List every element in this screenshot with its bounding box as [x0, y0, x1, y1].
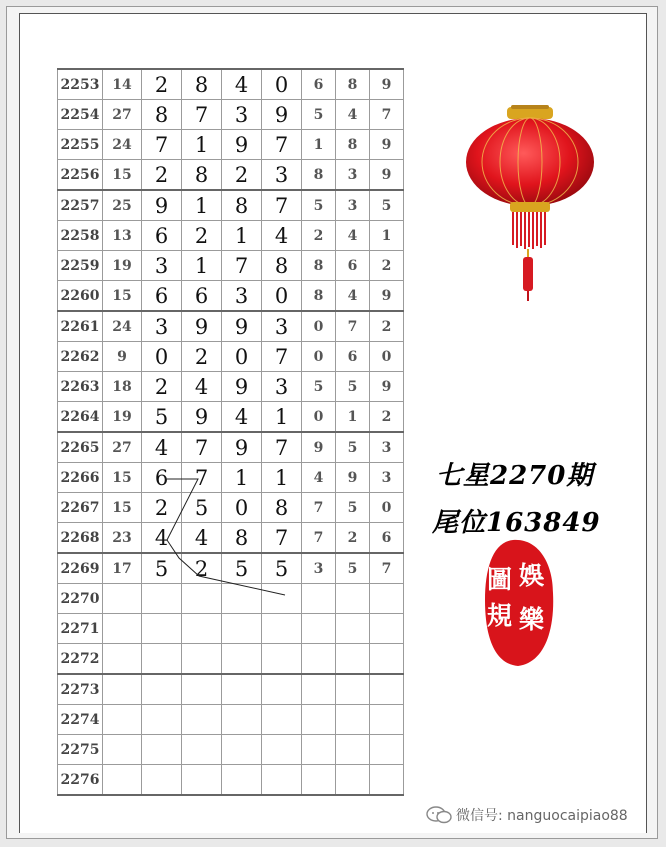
digit-cell	[142, 614, 182, 644]
tail-cell: 2	[370, 402, 404, 433]
issue-number-cell: 2267	[58, 493, 103, 523]
tail-cell: 5	[336, 432, 370, 463]
digit-cell: 7	[182, 100, 222, 130]
issue-number-cell: 2265	[58, 432, 103, 463]
tail-cell: 2	[302, 221, 336, 251]
tail-cell: 5	[302, 100, 336, 130]
tail-cell: 8	[302, 281, 336, 312]
lottery-grid	[57, 68, 404, 796]
tail-cell: 3	[370, 432, 404, 463]
digit-cell: 4	[262, 221, 302, 251]
digit-cell: 0	[142, 342, 182, 372]
tail-cell: 6	[336, 251, 370, 281]
sum-cell: 17	[103, 553, 142, 584]
sum-cell: 15	[103, 463, 142, 493]
digit-cell: 4	[182, 372, 222, 402]
digit-cell	[142, 735, 182, 765]
table-row	[58, 523, 404, 554]
tail-cell: 8	[336, 69, 370, 100]
seal-char-2: 娛	[519, 561, 545, 590]
tail-cell	[336, 584, 370, 614]
digit-cell: 5	[142, 553, 182, 584]
digit-cell	[142, 644, 182, 675]
tail-cell: 9	[336, 463, 370, 493]
digit-cell: 1	[182, 130, 222, 160]
digit-cell: 1	[222, 463, 262, 493]
table-row	[58, 493, 404, 523]
tail-cell	[336, 735, 370, 765]
sum-cell	[103, 584, 142, 614]
digit-cell: 2	[142, 493, 182, 523]
digit-cell	[142, 584, 182, 614]
digit-cell	[182, 705, 222, 735]
digit-cell: 8	[182, 160, 222, 191]
tail-cell: 5	[302, 372, 336, 402]
digit-cell: 5	[222, 553, 262, 584]
tail-cell: 7	[336, 311, 370, 342]
sum-cell	[103, 765, 142, 796]
tail-cell	[302, 644, 336, 675]
tail-cell: 0	[302, 311, 336, 342]
tail-cell: 9	[302, 432, 336, 463]
table-row	[58, 765, 404, 796]
issue-number-cell: 2260	[58, 281, 103, 312]
issue-number-cell: 2276	[58, 765, 103, 796]
digit-cell: 8	[182, 69, 222, 100]
digit-cell	[222, 644, 262, 675]
tail-cell: 3	[336, 190, 370, 221]
subline: 尾位163849	[432, 508, 601, 538]
digit-cell: 9	[182, 311, 222, 342]
issue-number-cell: 2256	[58, 160, 103, 191]
digit-cell: 7	[182, 463, 222, 493]
sum-cell	[103, 644, 142, 675]
headline: 七星2270期	[436, 461, 594, 491]
sum-cell	[103, 705, 142, 735]
digit-cell: 3	[222, 281, 262, 312]
digit-cell	[262, 705, 302, 735]
table-row	[58, 342, 404, 372]
tail-cell	[302, 735, 336, 765]
tail-cell: 7	[302, 523, 336, 554]
table-row	[58, 311, 404, 342]
tail-cell: 4	[302, 463, 336, 493]
tail-cell: 9	[370, 130, 404, 160]
digit-cell: 6	[142, 463, 182, 493]
tail-cell	[370, 765, 404, 796]
table-row	[58, 644, 404, 675]
digit-cell	[262, 644, 302, 675]
digit-cell: 9	[222, 130, 262, 160]
digit-cell: 7	[142, 130, 182, 160]
digit-cell: 2	[222, 160, 262, 191]
digit-cell: 2	[182, 342, 222, 372]
digit-cell: 5	[142, 402, 182, 433]
digit-cell: 7	[262, 523, 302, 554]
digit-cell: 0	[262, 281, 302, 312]
digit-cell	[262, 735, 302, 765]
digit-cell	[222, 674, 262, 705]
tail-cell: 0	[302, 342, 336, 372]
digit-cell: 7	[262, 130, 302, 160]
seal-char-3: 規	[487, 601, 513, 630]
issue-number-cell: 2253	[58, 69, 103, 100]
tail-cell: 7	[370, 553, 404, 584]
digit-cell: 7	[222, 251, 262, 281]
tail-cell: 3	[370, 463, 404, 493]
digit-cell	[182, 644, 222, 675]
digit-cell: 7	[182, 432, 222, 463]
wechat-id: 微信号: nanguocaipiao88	[456, 808, 628, 824]
tail-cell: 5	[336, 553, 370, 584]
tail-cell: 2	[370, 311, 404, 342]
tail-cell	[302, 674, 336, 705]
digit-cell: 3	[222, 100, 262, 130]
tail-cell: 6	[336, 342, 370, 372]
sum-cell: 15	[103, 493, 142, 523]
digit-cell	[182, 765, 222, 796]
tail-cell: 5	[370, 190, 404, 221]
digit-cell	[262, 674, 302, 705]
tail-cell: 9	[370, 160, 404, 191]
sum-cell: 27	[103, 100, 142, 130]
issue-number-cell: 2257	[58, 190, 103, 221]
table-row	[58, 463, 404, 493]
digit-cell: 8	[262, 493, 302, 523]
digit-cell: 9	[222, 311, 262, 342]
digit-cell	[222, 614, 262, 644]
digit-cell: 0	[222, 493, 262, 523]
tail-cell: 7	[302, 493, 336, 523]
tail-cell	[370, 614, 404, 644]
issue-number-cell: 2269	[58, 553, 103, 584]
tail-cell: 4	[336, 221, 370, 251]
tail-cell: 2	[336, 523, 370, 554]
sum-cell: 24	[103, 311, 142, 342]
digit-cell: 4	[182, 523, 222, 554]
digit-cell: 0	[222, 342, 262, 372]
digit-cell: 3	[142, 311, 182, 342]
tail-cell	[302, 584, 336, 614]
digit-cell	[182, 584, 222, 614]
table-row	[58, 614, 404, 644]
digit-cell: 4	[142, 432, 182, 463]
digit-cell: 9	[222, 372, 262, 402]
digit-cell: 3	[142, 251, 182, 281]
table-row	[58, 372, 404, 402]
digit-cell	[222, 584, 262, 614]
tail-cell	[370, 674, 404, 705]
tail-cell	[370, 735, 404, 765]
tail-cell: 1	[370, 221, 404, 251]
lottery-table	[57, 68, 404, 796]
digit-cell: 6	[142, 281, 182, 312]
issue-number-cell: 2272	[58, 644, 103, 675]
digit-cell: 6	[182, 281, 222, 312]
digit-cell: 4	[142, 523, 182, 554]
digit-cell: 5	[182, 493, 222, 523]
issue-number-cell: 2262	[58, 342, 103, 372]
digit-cell: 0	[262, 69, 302, 100]
digit-cell: 5	[262, 553, 302, 584]
tail-cell	[336, 674, 370, 705]
sum-cell: 9	[103, 342, 142, 372]
tail-cell: 9	[370, 281, 404, 312]
table-row	[58, 735, 404, 765]
issue-number-cell: 2271	[58, 614, 103, 644]
issue-number-cell: 2268	[58, 523, 103, 554]
issue-number-cell: 2255	[58, 130, 103, 160]
digit-cell	[182, 614, 222, 644]
digit-cell: 8	[142, 100, 182, 130]
digit-cell: 2	[182, 553, 222, 584]
tail-cell: 0	[302, 402, 336, 433]
tail-cell: 0	[370, 342, 404, 372]
digit-cell: 1	[262, 463, 302, 493]
digit-cell	[262, 765, 302, 796]
table-row	[58, 130, 404, 160]
sum-cell: 15	[103, 160, 142, 191]
sum-cell: 13	[103, 221, 142, 251]
tail-cell	[302, 705, 336, 735]
digit-cell: 7	[262, 432, 302, 463]
tail-cell	[370, 584, 404, 614]
table-row	[58, 674, 404, 705]
digit-cell: 2	[182, 221, 222, 251]
digit-cell: 6	[142, 221, 182, 251]
table-row	[58, 69, 404, 100]
sum-cell: 23	[103, 523, 142, 554]
tail-cell: 0	[370, 493, 404, 523]
tail-cell: 7	[370, 100, 404, 130]
digit-cell: 9	[262, 100, 302, 130]
tail-cell	[336, 644, 370, 675]
digit-cell: 1	[222, 221, 262, 251]
sum-cell: 15	[103, 281, 142, 312]
table-row	[58, 402, 404, 433]
digit-cell: 9	[222, 432, 262, 463]
digit-cell: 1	[182, 190, 222, 221]
sum-cell: 24	[103, 130, 142, 160]
tail-cell	[302, 614, 336, 644]
table-row	[58, 221, 404, 251]
digit-cell	[222, 765, 262, 796]
digit-cell	[182, 735, 222, 765]
issue-number-cell: 2273	[58, 674, 103, 705]
sum-cell: 27	[103, 432, 142, 463]
issue-number-cell: 2274	[58, 705, 103, 735]
red-lantern-icon	[455, 105, 605, 305]
digit-cell	[142, 705, 182, 735]
digit-cell: 3	[262, 311, 302, 342]
digit-cell: 2	[142, 372, 182, 402]
tail-cell: 1	[302, 130, 336, 160]
tail-cell	[336, 765, 370, 796]
digit-cell	[262, 614, 302, 644]
tail-cell	[370, 644, 404, 675]
table-row	[58, 705, 404, 735]
tail-cell	[302, 765, 336, 796]
digit-cell: 8	[222, 190, 262, 221]
digit-cell: 2	[142, 160, 182, 191]
digit-cell	[142, 765, 182, 796]
tail-cell: 8	[336, 130, 370, 160]
tail-cell: 9	[370, 69, 404, 100]
seal-char-1: 圖	[487, 565, 513, 594]
sum-cell: 18	[103, 372, 142, 402]
digit-cell	[142, 674, 182, 705]
issue-number-cell: 2259	[58, 251, 103, 281]
tail-cell: 1	[336, 402, 370, 433]
tail-cell: 6	[302, 69, 336, 100]
digit-cell	[262, 584, 302, 614]
digit-cell: 8	[262, 251, 302, 281]
table-row	[58, 281, 404, 312]
digit-cell	[222, 735, 262, 765]
issue-number-cell: 2263	[58, 372, 103, 402]
digit-cell: 7	[262, 190, 302, 221]
digit-cell: 1	[262, 402, 302, 433]
tail-cell: 5	[302, 190, 336, 221]
tail-cell: 8	[302, 160, 336, 191]
digit-cell: 9	[142, 190, 182, 221]
seal-stamp	[483, 538, 555, 668]
digit-cell: 2	[142, 69, 182, 100]
table-row	[58, 251, 404, 281]
issue-number-cell: 2275	[58, 735, 103, 765]
issue-number-cell: 2266	[58, 463, 103, 493]
sum-cell: 19	[103, 402, 142, 433]
tail-cell	[336, 705, 370, 735]
digit-cell	[222, 705, 262, 735]
tail-cell	[370, 705, 404, 735]
table-row	[58, 584, 404, 614]
digit-cell	[182, 674, 222, 705]
wechat-icon	[426, 806, 452, 824]
table-row	[58, 432, 404, 463]
table-row	[58, 160, 404, 191]
sum-cell: 14	[103, 69, 142, 100]
digit-cell: 3	[262, 372, 302, 402]
tail-cell: 2	[370, 251, 404, 281]
table-row	[58, 553, 404, 584]
sum-cell	[103, 674, 142, 705]
tail-cell: 9	[370, 372, 404, 402]
digit-cell: 1	[182, 251, 222, 281]
tail-cell: 4	[336, 281, 370, 312]
tail-cell	[336, 614, 370, 644]
table-row	[58, 190, 404, 221]
issue-number-cell: 2264	[58, 402, 103, 433]
seal-char-4: 樂	[519, 605, 545, 634]
tail-cell: 8	[302, 251, 336, 281]
digit-cell: 4	[222, 402, 262, 433]
tail-cell: 3	[336, 160, 370, 191]
digit-cell: 8	[222, 523, 262, 554]
issue-number-cell: 2258	[58, 221, 103, 251]
tail-cell: 4	[336, 100, 370, 130]
tail-cell: 6	[370, 523, 404, 554]
table-row	[58, 100, 404, 130]
digit-cell: 9	[182, 402, 222, 433]
wechat-watermark	[426, 805, 628, 825]
tail-cell: 5	[336, 493, 370, 523]
sum-cell	[103, 614, 142, 644]
issue-number-cell: 2270	[58, 584, 103, 614]
tail-cell: 5	[336, 372, 370, 402]
digit-cell: 3	[262, 160, 302, 191]
digit-cell: 4	[222, 69, 262, 100]
issue-number-cell: 2254	[58, 100, 103, 130]
issue-number-cell: 2261	[58, 311, 103, 342]
sum-cell: 25	[103, 190, 142, 221]
digit-cell: 7	[262, 342, 302, 372]
tail-cell: 3	[302, 553, 336, 584]
sum-cell	[103, 735, 142, 765]
sum-cell: 19	[103, 251, 142, 281]
